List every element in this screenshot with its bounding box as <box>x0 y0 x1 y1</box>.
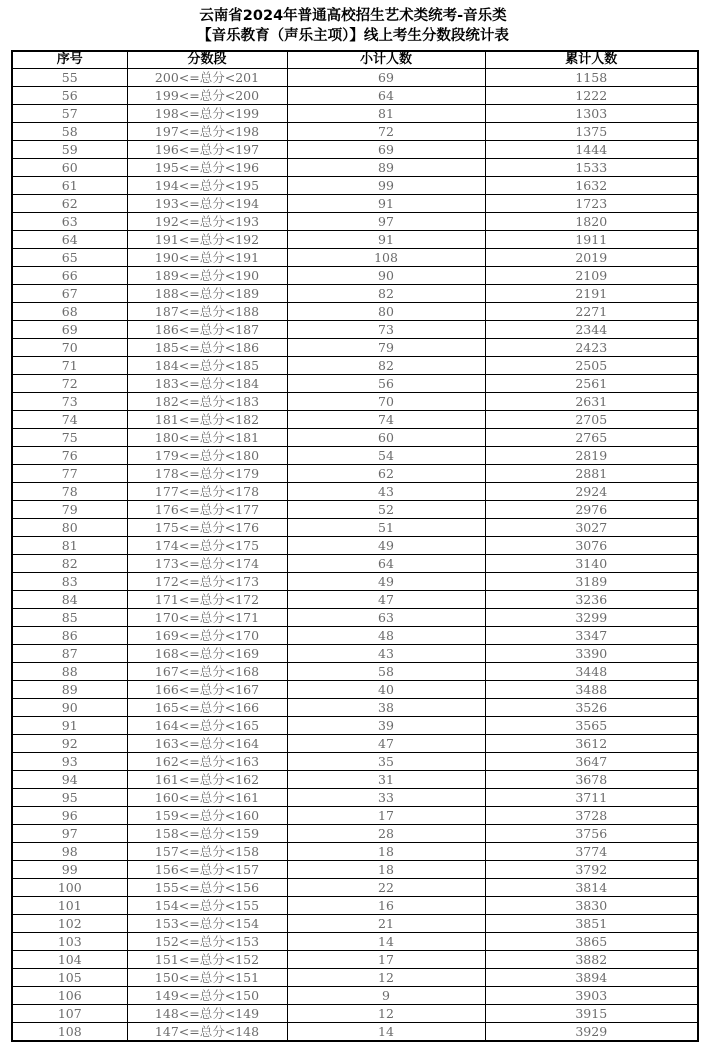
table-row <box>12 789 698 807</box>
cumulative-count: 2109 <box>485 267 698 285</box>
cumulative-count: 2881 <box>485 465 698 483</box>
subtotal-count: 18 <box>287 861 485 879</box>
score-range: 151<=总分<152 <box>127 951 287 969</box>
subtotal-count: 17 <box>287 951 485 969</box>
table-row <box>12 123 698 141</box>
cumulative-count: 2019 <box>485 249 698 267</box>
score-range: 177<=总分<178 <box>127 483 287 501</box>
subtotal-count: 47 <box>287 591 485 609</box>
subtotal-count: 79 <box>287 339 485 357</box>
cumulative-count: 1911 <box>485 231 698 249</box>
row-index: 78 <box>12 483 127 501</box>
score-range: 180<=总分<181 <box>127 429 287 447</box>
cumulative-count: 3814 <box>485 879 698 897</box>
row-index: 77 <box>12 465 127 483</box>
cumulative-count: 3488 <box>485 681 698 699</box>
score-range: 168<=总分<169 <box>127 645 287 663</box>
score-range: 172<=总分<173 <box>127 573 287 591</box>
subtotal-count: 82 <box>287 357 485 375</box>
header-cumulative: 累计人数 <box>485 51 698 69</box>
score-range: 171<=总分<172 <box>127 591 287 609</box>
score-range: 166<=总分<167 <box>127 681 287 699</box>
score-range: 183<=总分<184 <box>127 375 287 393</box>
table-row <box>12 411 698 429</box>
subtotal-count: 28 <box>287 825 485 843</box>
row-index: 55 <box>12 69 127 87</box>
cumulative-count: 3929 <box>485 1023 698 1042</box>
table-row <box>12 627 698 645</box>
cumulative-count: 1444 <box>485 141 698 159</box>
cumulative-count: 3756 <box>485 825 698 843</box>
row-index: 79 <box>12 501 127 519</box>
cumulative-count: 3711 <box>485 789 698 807</box>
cumulative-count: 2631 <box>485 393 698 411</box>
row-index: 103 <box>12 933 127 951</box>
subtotal-count: 74 <box>287 411 485 429</box>
subtotal-count: 91 <box>287 195 485 213</box>
row-index: 104 <box>12 951 127 969</box>
row-index: 67 <box>12 285 127 303</box>
cumulative-count: 2924 <box>485 483 698 501</box>
cumulative-count: 3390 <box>485 645 698 663</box>
score-range: 188<=总分<189 <box>127 285 287 303</box>
cumulative-count: 3865 <box>485 933 698 951</box>
table-row <box>12 717 698 735</box>
cumulative-count: 1632 <box>485 177 698 195</box>
table-row <box>12 753 698 771</box>
cumulative-count: 2705 <box>485 411 698 429</box>
subtotal-count: 97 <box>287 213 485 231</box>
subtotal-count: 60 <box>287 429 485 447</box>
table-body <box>12 69 698 1042</box>
score-range: 193<=总分<194 <box>127 195 287 213</box>
cumulative-count: 3851 <box>485 915 698 933</box>
score-range: 147<=总分<148 <box>127 1023 287 1042</box>
score-range: 197<=总分<198 <box>127 123 287 141</box>
row-index: 99 <box>12 861 127 879</box>
row-index: 71 <box>12 357 127 375</box>
score-range: 157<=总分<158 <box>127 843 287 861</box>
score-range: 155<=总分<156 <box>127 879 287 897</box>
cumulative-count: 2765 <box>485 429 698 447</box>
score-range: 195<=总分<196 <box>127 159 287 177</box>
table-row <box>12 735 698 753</box>
cumulative-count: 2819 <box>485 447 698 465</box>
score-range: 190<=总分<191 <box>127 249 287 267</box>
subtotal-count: 40 <box>287 681 485 699</box>
cumulative-count: 2344 <box>485 321 698 339</box>
table-row <box>12 663 698 681</box>
cumulative-count: 3894 <box>485 969 698 987</box>
score-range: 174<=总分<175 <box>127 537 287 555</box>
table-header-row <box>12 51 698 69</box>
score-range: 178<=总分<179 <box>127 465 287 483</box>
score-range: 150<=总分<151 <box>127 969 287 987</box>
score-range: 167<=总分<168 <box>127 663 287 681</box>
row-index: 68 <box>12 303 127 321</box>
subtotal-count: 91 <box>287 231 485 249</box>
row-index: 63 <box>12 213 127 231</box>
cumulative-count: 3299 <box>485 609 698 627</box>
row-index: 69 <box>12 321 127 339</box>
subtotal-count: 12 <box>287 1005 485 1023</box>
subtotal-count: 21 <box>287 915 485 933</box>
subtotal-count: 22 <box>287 879 485 897</box>
cumulative-count: 1375 <box>485 123 698 141</box>
table-row <box>12 465 698 483</box>
subtotal-count: 48 <box>287 627 485 645</box>
cumulative-count: 3774 <box>485 843 698 861</box>
subtotal-count: 49 <box>287 537 485 555</box>
row-index: 59 <box>12 141 127 159</box>
table-row <box>12 519 698 537</box>
score-range: 199<=总分<200 <box>127 87 287 105</box>
subtotal-count: 14 <box>287 933 485 951</box>
score-range: 198<=总分<199 <box>127 105 287 123</box>
table-row <box>12 987 698 1005</box>
header-subtotal: 小计人数 <box>287 51 485 69</box>
subtotal-count: 52 <box>287 501 485 519</box>
table-row <box>12 87 698 105</box>
subtotal-count: 38 <box>287 699 485 717</box>
score-range: 175<=总分<176 <box>127 519 287 537</box>
row-index: 70 <box>12 339 127 357</box>
table-row <box>12 537 698 555</box>
table-row <box>12 879 698 897</box>
row-index: 65 <box>12 249 127 267</box>
subtotal-count: 16 <box>287 897 485 915</box>
subtotal-count: 54 <box>287 447 485 465</box>
row-index: 92 <box>12 735 127 753</box>
subtotal-count: 56 <box>287 375 485 393</box>
row-index: 56 <box>12 87 127 105</box>
score-range: 186<=总分<187 <box>127 321 287 339</box>
document-title: 云南省2024年普通高校招生艺术类统考-音乐类 <box>199 8 507 24</box>
table-row <box>12 303 698 321</box>
row-index: 73 <box>12 393 127 411</box>
subtotal-count: 9 <box>287 987 485 1005</box>
row-index: 80 <box>12 519 127 537</box>
row-index: 105 <box>12 969 127 987</box>
cumulative-count: 3830 <box>485 897 698 915</box>
score-range: 153<=总分<154 <box>127 915 287 933</box>
cumulative-count: 3236 <box>485 591 698 609</box>
table-row <box>12 141 698 159</box>
cumulative-count: 1533 <box>485 159 698 177</box>
row-index: 98 <box>12 843 127 861</box>
score-range: 173<=总分<174 <box>127 555 287 573</box>
cumulative-count: 3189 <box>485 573 698 591</box>
cumulative-count: 3027 <box>485 519 698 537</box>
subtotal-count: 108 <box>287 249 485 267</box>
table-row <box>12 429 698 447</box>
table-row <box>12 447 698 465</box>
table-row <box>12 339 698 357</box>
subtotal-count: 82 <box>287 285 485 303</box>
subtotal-count: 90 <box>287 267 485 285</box>
table-row <box>12 771 698 789</box>
table-row <box>12 951 698 969</box>
table-row <box>12 501 698 519</box>
cumulative-count: 3612 <box>485 735 698 753</box>
row-index: 86 <box>12 627 127 645</box>
table-row <box>12 195 698 213</box>
score-range: 158<=总分<159 <box>127 825 287 843</box>
row-index: 91 <box>12 717 127 735</box>
row-index: 87 <box>12 645 127 663</box>
subtotal-count: 80 <box>287 303 485 321</box>
cumulative-count: 1222 <box>485 87 698 105</box>
score-range: 170<=总分<171 <box>127 609 287 627</box>
row-index: 94 <box>12 771 127 789</box>
subtotal-count: 12 <box>287 969 485 987</box>
cumulative-count: 3792 <box>485 861 698 879</box>
row-index: 76 <box>12 447 127 465</box>
cumulative-count: 1723 <box>485 195 698 213</box>
row-index: 61 <box>12 177 127 195</box>
table-row <box>12 897 698 915</box>
cumulative-count: 2976 <box>485 501 698 519</box>
row-index: 85 <box>12 609 127 627</box>
score-range: 152<=总分<153 <box>127 933 287 951</box>
subtotal-count: 58 <box>287 663 485 681</box>
cumulative-count: 3647 <box>485 753 698 771</box>
row-index: 89 <box>12 681 127 699</box>
subtotal-count: 72 <box>287 123 485 141</box>
subtotal-count: 69 <box>287 141 485 159</box>
score-range: 179<=总分<180 <box>127 447 287 465</box>
score-range: 165<=总分<166 <box>127 699 287 717</box>
table-row <box>12 1023 698 1042</box>
row-index: 58 <box>12 123 127 141</box>
score-range: 191<=总分<192 <box>127 231 287 249</box>
cumulative-count: 3448 <box>485 663 698 681</box>
row-index: 90 <box>12 699 127 717</box>
subtotal-count: 35 <box>287 753 485 771</box>
row-index: 82 <box>12 555 127 573</box>
row-index: 102 <box>12 915 127 933</box>
table-row <box>12 177 698 195</box>
row-index: 107 <box>12 1005 127 1023</box>
cumulative-count: 2423 <box>485 339 698 357</box>
row-index: 66 <box>12 267 127 285</box>
table-row <box>12 69 698 87</box>
score-range: 194<=总分<195 <box>127 177 287 195</box>
cumulative-count: 1158 <box>485 69 698 87</box>
table-row <box>12 933 698 951</box>
subtotal-count: 14 <box>287 1023 485 1042</box>
cumulative-count: 1303 <box>485 105 698 123</box>
table-row <box>12 843 698 861</box>
table-row <box>12 609 698 627</box>
score-range: 182<=总分<183 <box>127 393 287 411</box>
subtotal-count: 51 <box>287 519 485 537</box>
table-row <box>12 699 698 717</box>
document-subtitle: 【音乐教育（声乐主项）】线上考生分数段统计表 <box>197 28 509 44</box>
table-row <box>12 321 698 339</box>
score-range: 176<=总分<177 <box>127 501 287 519</box>
score-range: 200<=总分<201 <box>127 69 287 87</box>
table-row <box>12 645 698 663</box>
subtotal-count: 33 <box>287 789 485 807</box>
table-row <box>12 267 698 285</box>
table-row <box>12 861 698 879</box>
cumulative-count: 3076 <box>485 537 698 555</box>
row-index: 72 <box>12 375 127 393</box>
row-index: 81 <box>12 537 127 555</box>
header-score-range: 分数段 <box>127 51 287 69</box>
row-index: 108 <box>12 1023 127 1042</box>
score-range: 185<=总分<186 <box>127 339 287 357</box>
subtotal-count: 63 <box>287 609 485 627</box>
table-row <box>12 213 698 231</box>
score-range: 192<=总分<193 <box>127 213 287 231</box>
subtotal-count: 64 <box>287 555 485 573</box>
cumulative-count: 3903 <box>485 987 698 1005</box>
score-range: 196<=总分<197 <box>127 141 287 159</box>
cumulative-count: 2505 <box>485 357 698 375</box>
row-index: 57 <box>12 105 127 123</box>
cumulative-count: 3915 <box>485 1005 698 1023</box>
table-row <box>12 681 698 699</box>
score-range: 154<=总分<155 <box>127 897 287 915</box>
table-row <box>12 807 698 825</box>
row-index: 75 <box>12 429 127 447</box>
cumulative-count: 3882 <box>485 951 698 969</box>
subtotal-count: 31 <box>287 771 485 789</box>
cumulative-count: 3347 <box>485 627 698 645</box>
cumulative-count: 3140 <box>485 555 698 573</box>
table-row <box>12 393 698 411</box>
row-index: 100 <box>12 879 127 897</box>
subtotal-count: 62 <box>287 465 485 483</box>
score-distribution-table <box>11 50 699 1042</box>
row-index: 74 <box>12 411 127 429</box>
row-index: 64 <box>12 231 127 249</box>
subtotal-count: 73 <box>287 321 485 339</box>
score-range: 162<=总分<163 <box>127 753 287 771</box>
header-index: 序号 <box>12 51 127 69</box>
subtotal-count: 43 <box>287 645 485 663</box>
row-index: 83 <box>12 573 127 591</box>
cumulative-count: 3728 <box>485 807 698 825</box>
subtotal-count: 39 <box>287 717 485 735</box>
subtotal-count: 70 <box>287 393 485 411</box>
table-row <box>12 231 698 249</box>
score-range: 181<=总分<182 <box>127 411 287 429</box>
table-row <box>12 357 698 375</box>
table-row <box>12 483 698 501</box>
row-index: 93 <box>12 753 127 771</box>
row-index: 62 <box>12 195 127 213</box>
table-row <box>12 591 698 609</box>
score-range: 164<=总分<165 <box>127 717 287 735</box>
score-range: 169<=总分<170 <box>127 627 287 645</box>
subtotal-count: 89 <box>287 159 485 177</box>
table-row <box>12 825 698 843</box>
row-index: 101 <box>12 897 127 915</box>
subtotal-count: 43 <box>287 483 485 501</box>
table-row <box>12 969 698 987</box>
row-index: 84 <box>12 591 127 609</box>
table-row <box>12 249 698 267</box>
score-range: 156<=总分<157 <box>127 861 287 879</box>
score-range: 148<=总分<149 <box>127 1005 287 1023</box>
cumulative-count: 3565 <box>485 717 698 735</box>
cumulative-count: 3678 <box>485 771 698 789</box>
score-range: 160<=总分<161 <box>127 789 287 807</box>
subtotal-count: 69 <box>287 69 485 87</box>
subtotal-count: 64 <box>287 87 485 105</box>
row-index: 60 <box>12 159 127 177</box>
score-range: 163<=总分<164 <box>127 735 287 753</box>
row-index: 95 <box>12 789 127 807</box>
table-row <box>12 573 698 591</box>
table-row <box>12 915 698 933</box>
score-range: 159<=总分<160 <box>127 807 287 825</box>
subtotal-count: 81 <box>287 105 485 123</box>
score-range: 187<=总分<188 <box>127 303 287 321</box>
row-index: 88 <box>12 663 127 681</box>
cumulative-count: 3526 <box>485 699 698 717</box>
score-range: 184<=总分<185 <box>127 357 287 375</box>
row-index: 106 <box>12 987 127 1005</box>
score-range: 161<=总分<162 <box>127 771 287 789</box>
table-row <box>12 1005 698 1023</box>
table-row <box>12 375 698 393</box>
cumulative-count: 2561 <box>485 375 698 393</box>
subtotal-count: 17 <box>287 807 485 825</box>
table-row <box>12 285 698 303</box>
subtotal-count: 99 <box>287 177 485 195</box>
row-index: 97 <box>12 825 127 843</box>
subtotal-count: 49 <box>287 573 485 591</box>
table-row <box>12 159 698 177</box>
table-row <box>12 105 698 123</box>
cumulative-count: 2191 <box>485 285 698 303</box>
score-range: 149<=总分<150 <box>127 987 287 1005</box>
row-index: 96 <box>12 807 127 825</box>
table-row <box>12 555 698 573</box>
subtotal-count: 18 <box>287 843 485 861</box>
cumulative-count: 1820 <box>485 213 698 231</box>
subtotal-count: 47 <box>287 735 485 753</box>
score-range: 189<=总分<190 <box>127 267 287 285</box>
cumulative-count: 2271 <box>485 303 698 321</box>
